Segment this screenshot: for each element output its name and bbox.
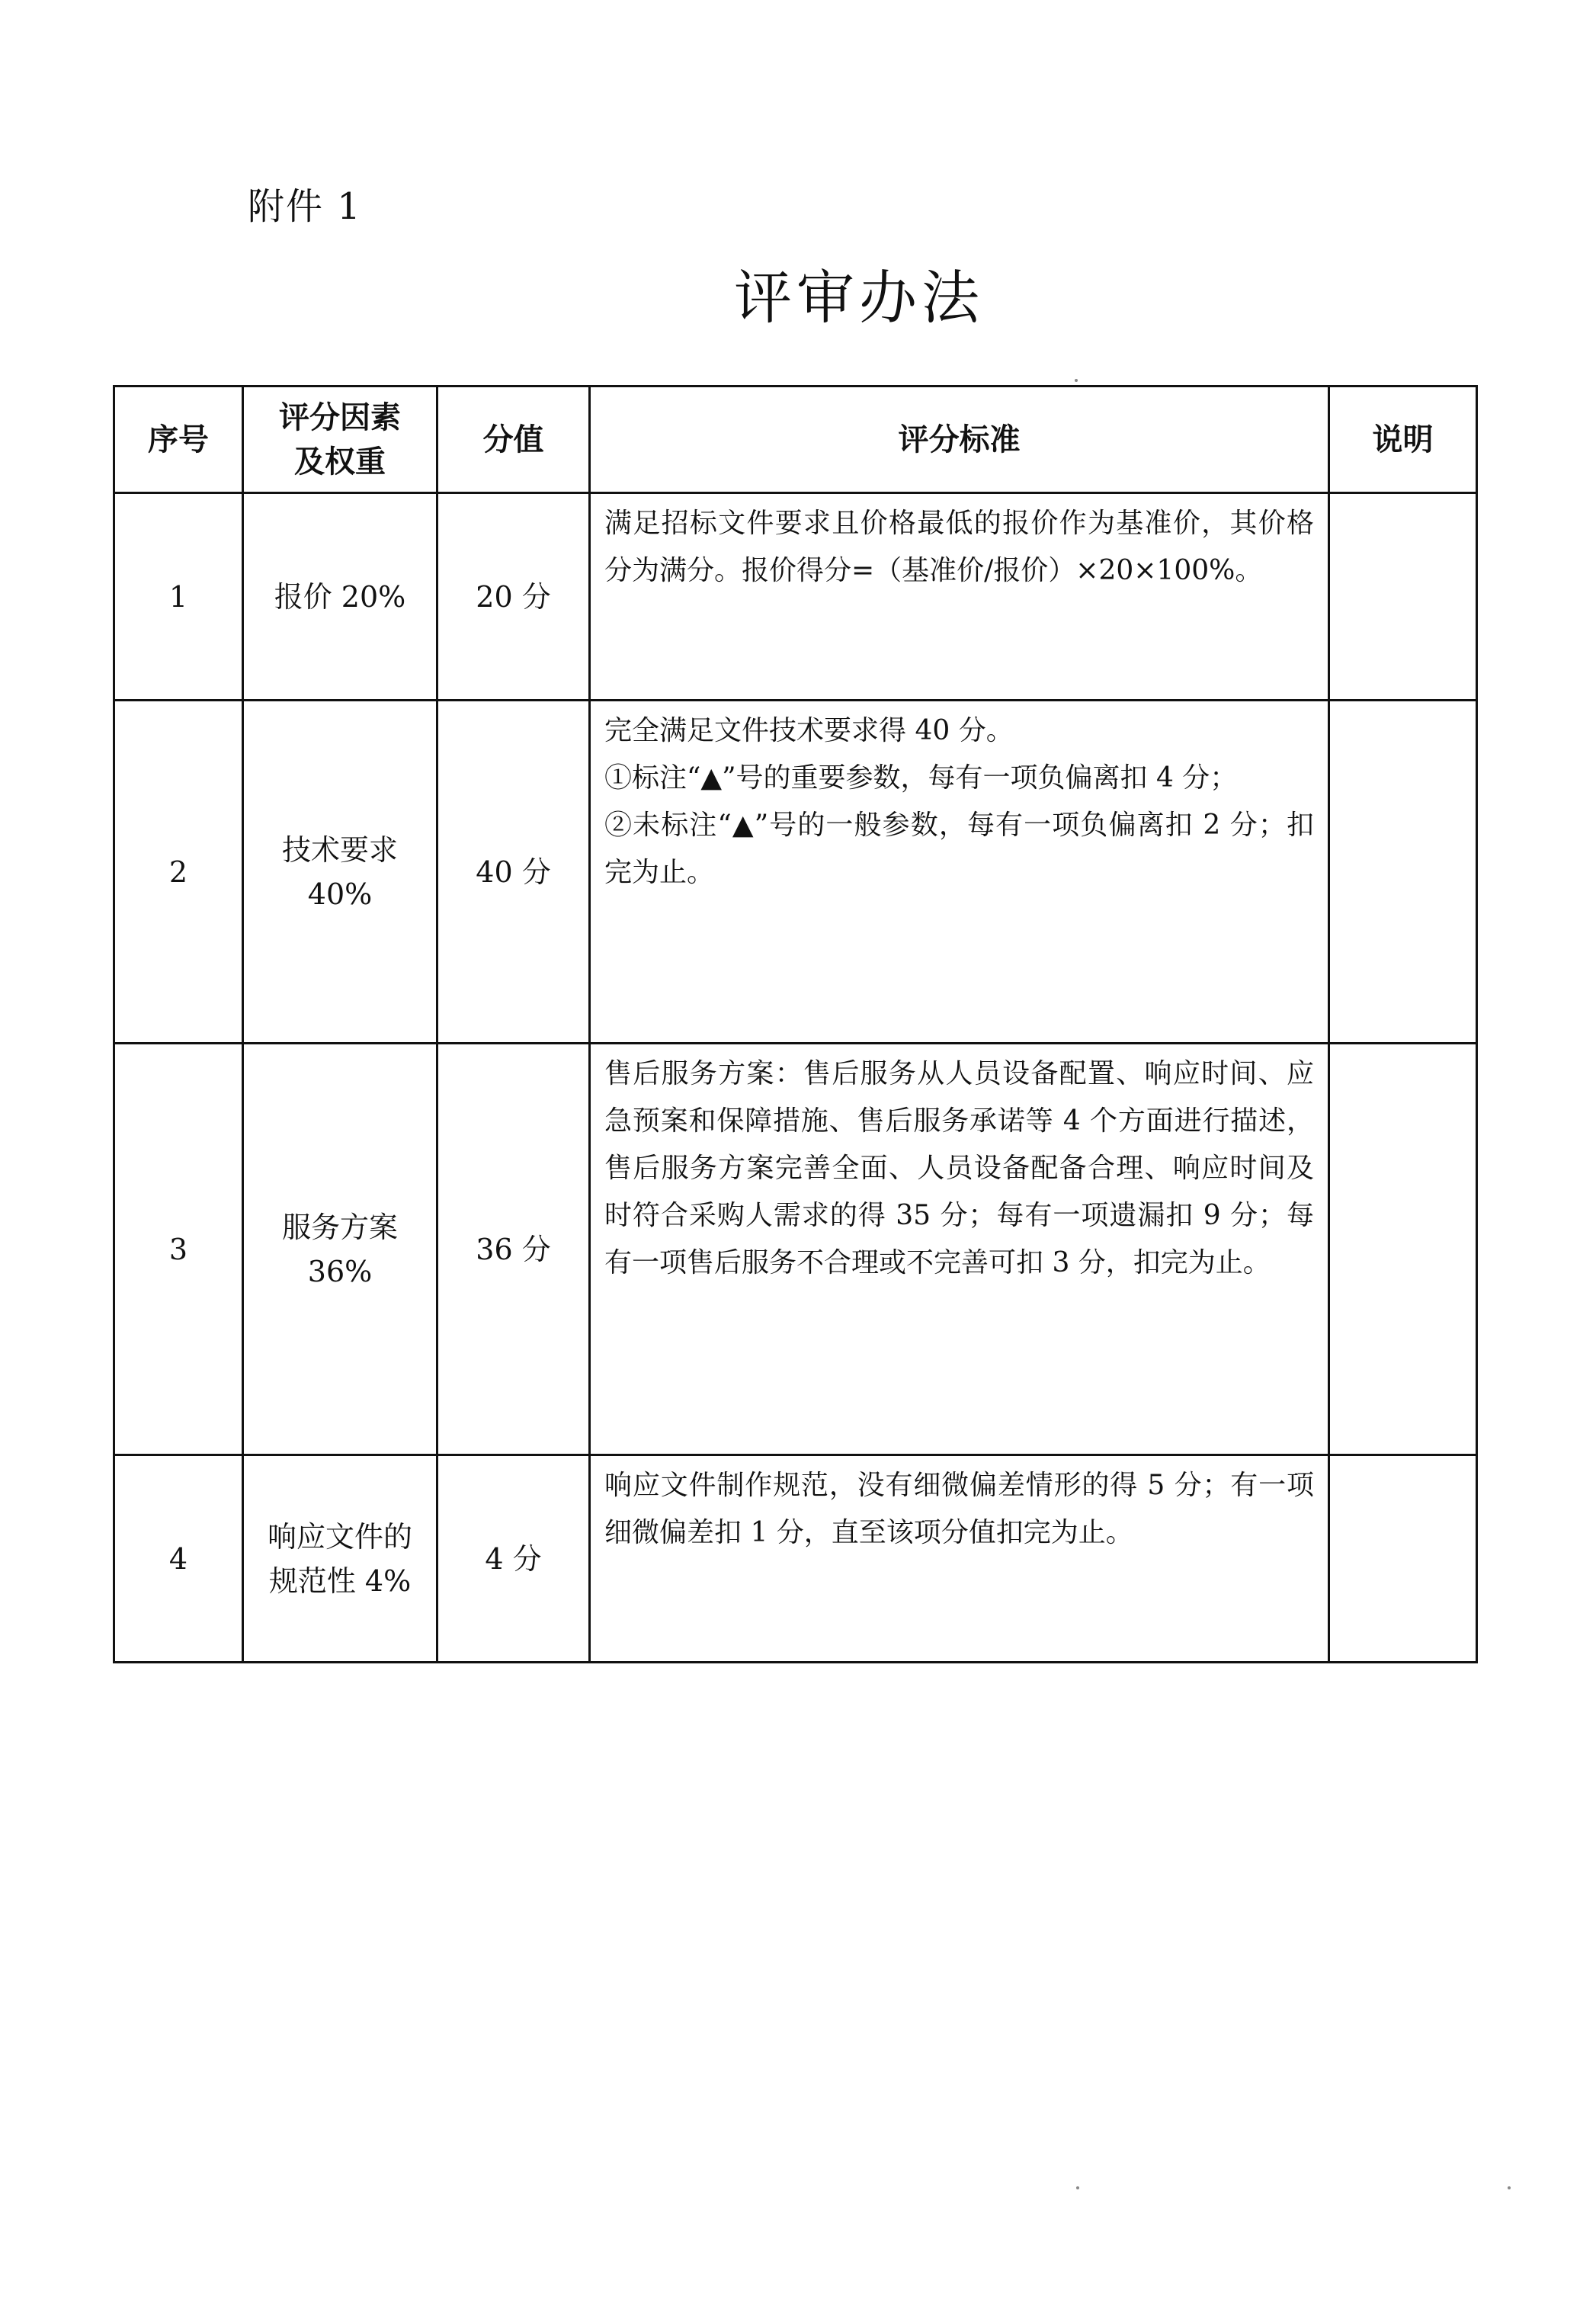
- scoring-table: [113, 385, 1478, 1663]
- table-row: [114, 1044, 1477, 1455]
- cell-factor: [243, 701, 437, 1044]
- cell-criteria: [590, 1455, 1329, 1663]
- cell-no: 4: [114, 1455, 243, 1663]
- table-header-row: [114, 386, 1477, 493]
- header-factor-line2: 及权重: [294, 443, 386, 480]
- header-no: 序号: [114, 386, 243, 493]
- attachment-label: 附件 1: [248, 185, 362, 228]
- header-note: 说明: [1329, 386, 1477, 493]
- page-title: 评审办法: [734, 264, 984, 332]
- criteria-text: 响应文件制作规范，没有细微偏差情形的得 5 分；有一项细微偏差扣 1 分，直至该项分值扣完为止。: [604, 1470, 1314, 1548]
- criteria-text: 满足招标文件要求且价格最低的报价作为基准价，其价格分为满分。报价得分=（基准价/报价）×20×100%。: [604, 508, 1314, 586]
- cell-factor: [243, 1455, 437, 1663]
- cell-criteria: [590, 701, 1329, 1044]
- table-row: [114, 701, 1477, 1044]
- cell-no: 1: [114, 493, 243, 701]
- cell-score: 40 分: [437, 701, 590, 1044]
- cell-factor-line1: 服务方案: [281, 1210, 398, 1244]
- cell-no: 2: [114, 701, 243, 1044]
- cell-no: 3: [114, 1044, 243, 1455]
- cell-note: [1329, 701, 1477, 1044]
- criteria-text: 售后服务方案：售后服务从人员设备配置、响应时间、应急预案和保障措施、售后服务承诺等 4 个方面进行描述，售后服务方案完善全面、人员设备配备合理、响应时间及时符合采购人需求的得 35 分；每有一项遗漏扣 9 分；每有一项售后服务不合理或不完善可扣 3 分，扣完为止。: [604, 1058, 1314, 1278]
- scan-speck: [1076, 2186, 1079, 2189]
- cell-factor: [243, 1044, 437, 1455]
- cell-score: 20 分: [437, 493, 590, 701]
- criteria-text: 完全满足文件技术要求得 40 分。: [604, 715, 1014, 746]
- header-criteria: 评分标准: [590, 386, 1329, 493]
- header-factor: [243, 386, 437, 493]
- cell-factor-line2: 规范性 4%: [268, 1564, 412, 1598]
- cell-factor: [243, 493, 437, 701]
- cell-score: 36 分: [437, 1044, 590, 1455]
- cell-note: [1329, 1044, 1477, 1455]
- cell-note: [1329, 493, 1477, 701]
- cell-criteria: [590, 493, 1329, 701]
- cell-factor-line1: 报价 20%: [274, 579, 406, 614]
- header-factor-line1: 评分因素: [279, 399, 401, 435]
- header-score: 分值: [437, 386, 590, 493]
- table-row: [114, 493, 1477, 701]
- cell-score: 4 分: [437, 1455, 590, 1663]
- table-row: [114, 1455, 1477, 1663]
- cell-factor-line2: 36%: [307, 1254, 373, 1288]
- cell-factor-line2: 40%: [307, 877, 373, 911]
- cell-note: [1329, 1455, 1477, 1663]
- cell-factor-line1: 响应文件的: [267, 1519, 412, 1554]
- cell-factor-line1: 技术要求: [281, 832, 398, 867]
- criteria-text: ①标注“▲”号的重要参数，每有一项负偏离扣 4 分；: [604, 762, 1238, 794]
- scan-speck: [1508, 2186, 1511, 2189]
- criteria-text: ②未标注“▲”号的一般参数，每有一项负偏离扣 2 分；扣完为止。: [604, 810, 1314, 888]
- scan-speck: [1075, 379, 1078, 382]
- cell-criteria: [590, 1044, 1329, 1455]
